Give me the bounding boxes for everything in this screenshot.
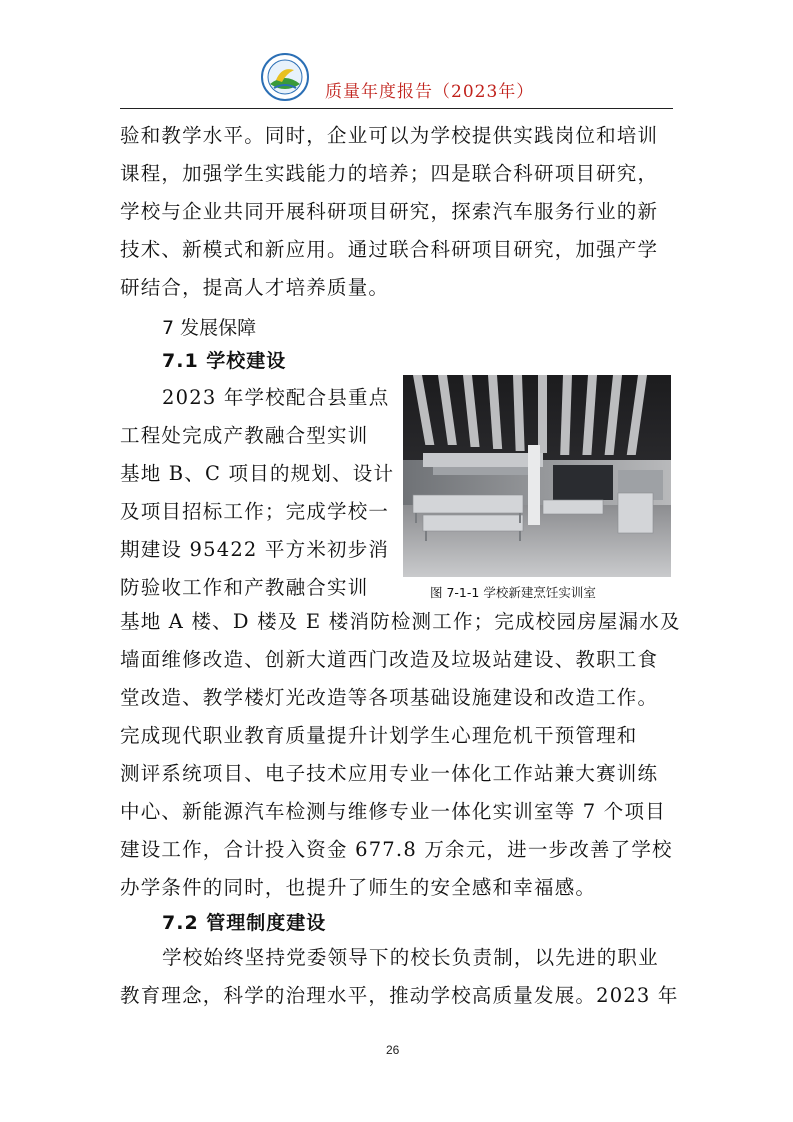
- text-line: 工程处完成产教融合型实训: [120, 424, 369, 447]
- text-line: 学校与企业共同开展科研项目研究，探索汽车服务行业的新: [120, 200, 659, 223]
- text-line: 及项目招标工作；完成学校一: [120, 500, 390, 523]
- text-line: 办学条件的同时，也提升了师生的安全感和幸福感。: [120, 876, 597, 899]
- text-line: 期建设 95422 平方米初步消: [120, 538, 390, 561]
- page-header: [120, 52, 673, 110]
- subsection-heading: 7.1 学校建设: [162, 350, 287, 372]
- text-line: 技术、新模式和新应用。通过联合科研项目研究，加强产学: [120, 238, 659, 261]
- text-line: 2023 年学校配合县重点: [162, 386, 390, 409]
- kitchen-training-room-photo: [403, 375, 671, 577]
- text-line: 防验收工作和产教融合实训: [120, 576, 369, 599]
- text-line: 堂改造、教学楼灯光改造等各项基础设施建设和改造工作。: [120, 686, 659, 709]
- subsection-heading: 7.2 管理制度建设: [162, 912, 327, 934]
- page-number: 26: [386, 1043, 400, 1057]
- report-title: 质量年度报告（2023年）: [325, 82, 535, 102]
- figure-caption: 图 7-1-1 学校新建烹饪实训室: [430, 585, 596, 600]
- header-divider: [120, 108, 673, 109]
- text-line: 建设工作，合计投入资金 677.8 万余元，进一步改善了学校: [120, 838, 673, 861]
- text-line: 基地 B、C 项目的规划、设计: [120, 462, 395, 485]
- text-line: 验和教学水平。同时，企业可以为学校提供实践岗位和培训: [120, 124, 659, 147]
- text-line: 课程，加强学生实践能力的培养；四是联合科研项目研究，: [120, 162, 659, 185]
- text-line: 墙面维修改造、创新大道西门改造及垃圾站建设、教职工食: [120, 648, 659, 671]
- text-line: 研结合，提高人才培养质量。: [120, 276, 390, 299]
- school-logo-icon: [260, 52, 310, 102]
- text-line: 完成现代职业教育质量提升计划学生心理危机干预管理和: [120, 724, 638, 747]
- text-line: 基地 A 楼、D 楼及 E 楼消防检测工作；完成校园房屋漏水及: [120, 610, 681, 633]
- text-line: 教育理念，科学的治理水平，推动学校高质量发展。2023 年: [120, 984, 679, 1007]
- text-line: 中心、新能源汽车检测与维修专业一体化实训室等 7 个项目: [120, 800, 666, 823]
- text-line: 测评系统项目、电子技术应用专业一体化工作站兼大赛训练: [120, 762, 659, 785]
- text-line: 学校始终坚持党委领导下的校长负责制，以先进的职业: [162, 946, 659, 969]
- section-heading: 7 发展保障: [162, 317, 257, 339]
